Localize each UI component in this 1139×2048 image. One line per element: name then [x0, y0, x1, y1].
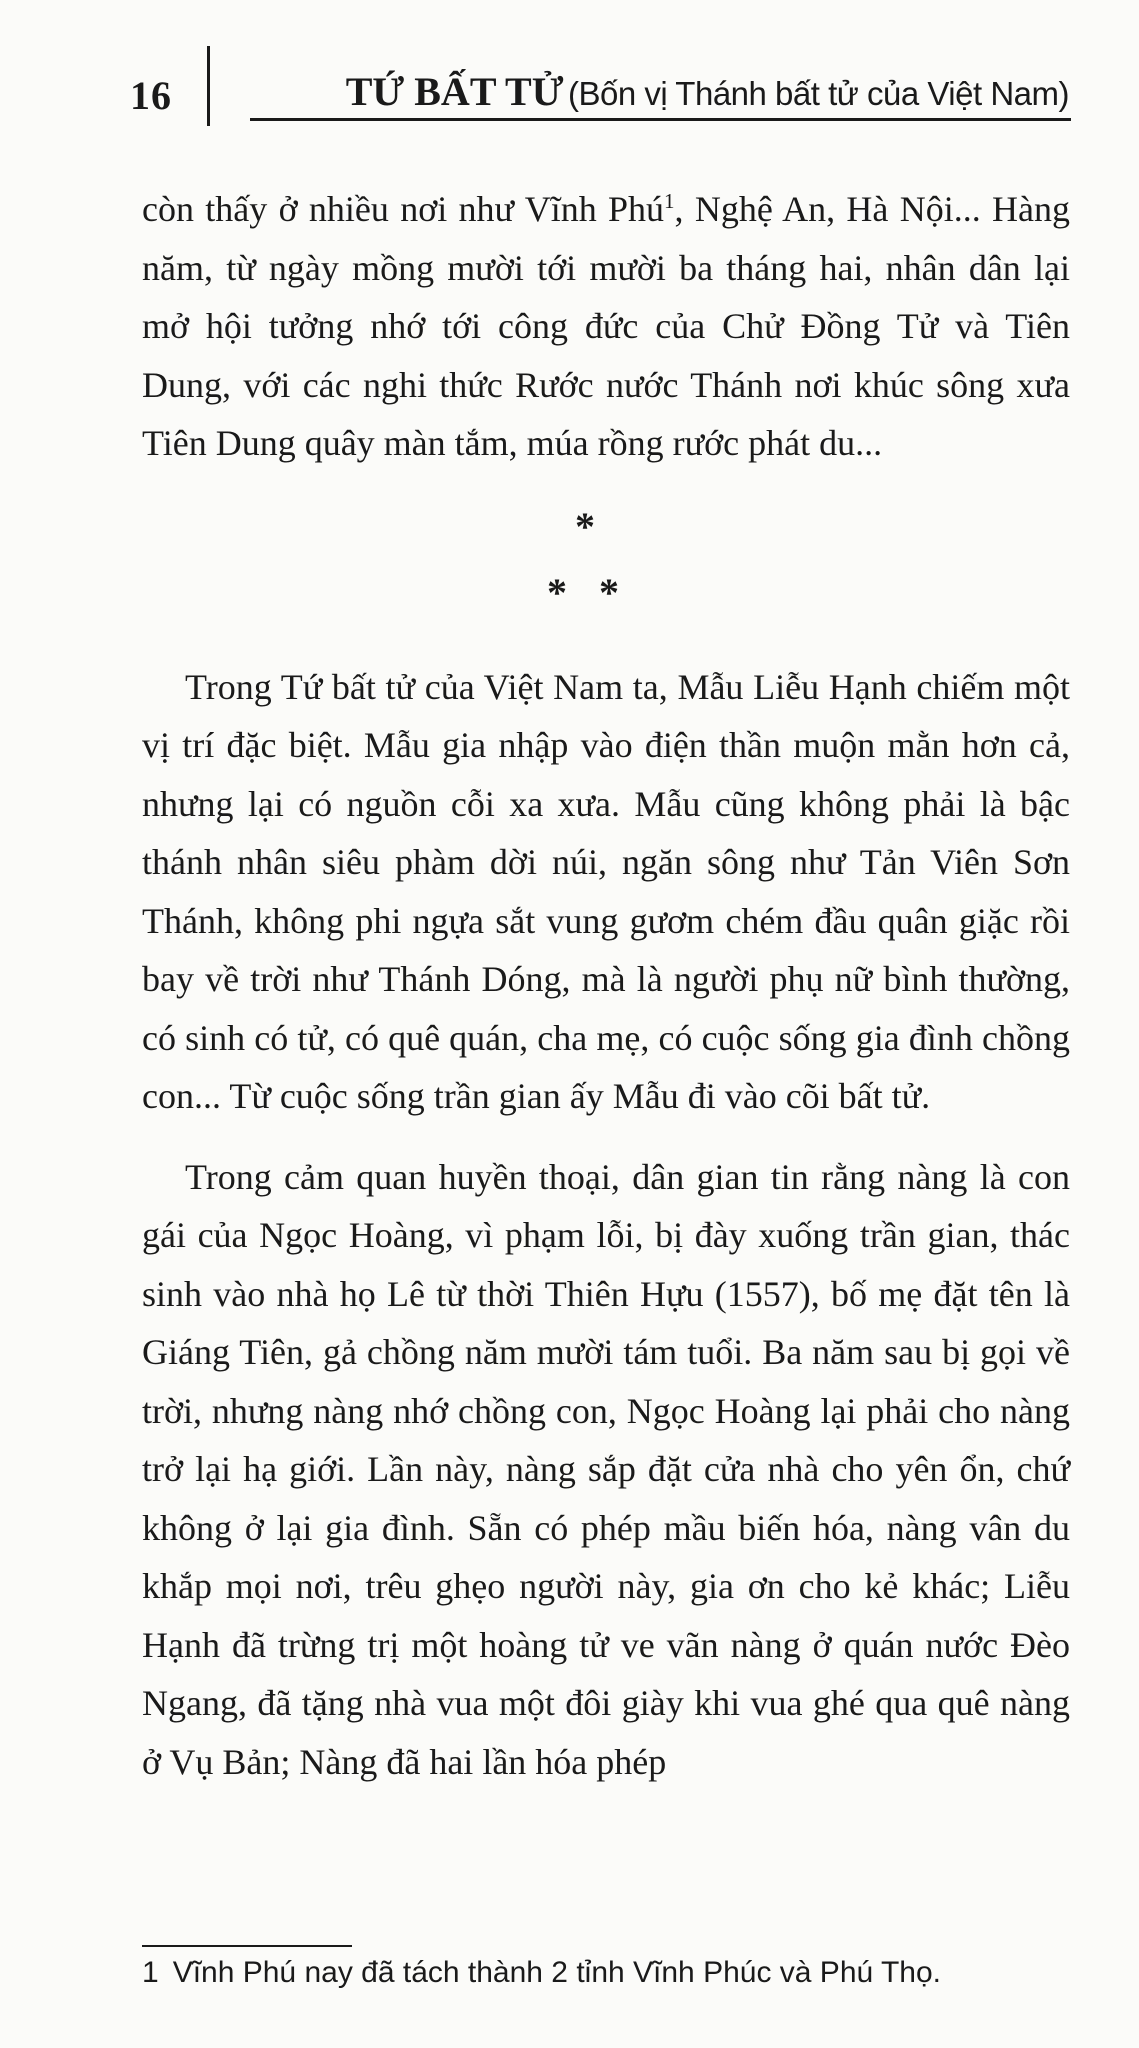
- page-body: [142, 180, 1070, 1791]
- section-break-asterism: [142, 473, 1070, 658]
- paragraph: Trong Tứ bất tử của Việt Nam ta, Mẫu Liễu Hạnh chiếm một vị trí đặc biệt. Mẫu gia nhập vào điện thần muộn mằn hơn cả, nhưng lại có nguồn cỗi xa xưa. Mẫu cũng không phải là bậc thánh nhân siêu phàm dời núi, ngăn sông như Tản Viên Sơn Thánh, không phi ngựa sắt vung gươm chém đầu quân giặc rồi bay về trời như Thánh Dóng, mà là người phụ nữ bình thường, có sinh có tử, có quê quán, cha mẹ, có cuộc sống gia đình chồng con... Từ cuộc sống trần gian ấy Mẫu đi vào cõi bất tử.: [142, 666, 1070, 1116]
- header-divider: [207, 46, 210, 126]
- page-number: 16: [130, 73, 172, 118]
- page-header: [0, 46, 1139, 136]
- asterism-star: *: [599, 569, 619, 615]
- paragraph: Trong cảm quan huyền thoại, dân gian tin rằng nàng là con gái của Ngọc Hoàng, vì phạm lỗi, bị đày xuống trần gian, thác sinh vào nhà họ Lê từ thời Thiên Hựu (1557), bố mẹ đặt tên là Giáng Tiên, gả chồng năm mười tám tuổi. Ba năm sau bị gọi về trời, nhưng nàng nhớ chồng con, Ngọc Hoàng lại phải cho nàng trở lại hạ giới. Lần này, nàng sắp đặt cửa nhà cho yên ổn, chứ không ở lại gia đình. Sẵn có phép mầu biến hóa, nàng vân du khắp mọi nơi, trêu ghẹo người này, gia ơn cho kẻ khác; Liễu Hạnh đã trừng trị một hoàng tử ve vãn nàng ở quán nước Đèo Ngang, đã tặng nhà vua một đôi giày khi vua ghé qua quê nàng ở Vụ Bản; Nàng đã hai lần hóa phép: [142, 1156, 1070, 1782]
- footnote-text: Vĩnh Phú nay đã tách thành 2 tỉnh Vĩnh Phúc và Phú Thọ.: [172, 1956, 942, 1989]
- asterism-star: *: [575, 503, 595, 549]
- paragraph-text-part2: , Nghệ An, Hà Nội... Hàng năm, từ ngày mồng mười tới mười ba tháng hai, nhân dân lại mở hội tưởng nhớ tới công đức của Chử Đồng Tử và Tiên Dung, với các nghi thức Rước nước Thánh nơi khúc sông xưa Tiên Dung quây màn tắm, múa rồng rước phát du...: [142, 189, 1070, 463]
- header-rule: [250, 118, 1071, 121]
- footnote-number: 1: [142, 1956, 159, 1989]
- paragraph-text-part1: còn thấy ở nhiều nơi như Vĩnh Phú: [142, 189, 665, 229]
- running-head: [346, 68, 1069, 115]
- book-subtitle: (Bốn vị Thánh bất tử của Việt Nam): [568, 75, 1069, 112]
- book-title: TỨ BẤT TỬ: [345, 69, 564, 114]
- paragraph-continuation: [142, 180, 1070, 473]
- asterism-star: *: [547, 569, 567, 615]
- footnote-reference: 1: [664, 189, 675, 213]
- footnote: [142, 1956, 941, 1990]
- footnote-rule: [142, 1945, 352, 1947]
